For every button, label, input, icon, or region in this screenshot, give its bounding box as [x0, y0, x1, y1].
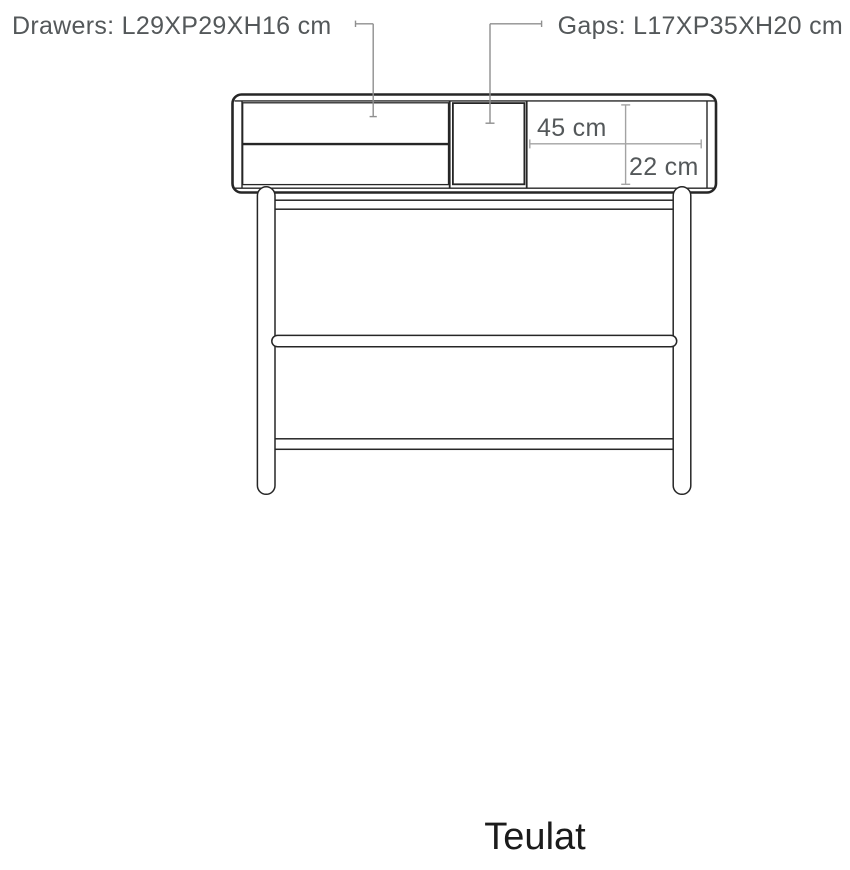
height-dimension-value: 22 cm: [629, 153, 699, 181]
gaps-dimension-label: Gaps: L17XP35XH20 cm: [557, 12, 843, 40]
gap-box: [453, 103, 525, 184]
top-rail: [266, 200, 682, 209]
width-dimension-value: 45 cm: [537, 114, 607, 142]
bottom-rail: [266, 439, 682, 450]
middle-rail: [272, 335, 677, 346]
brand-logo-text: Teulat: [484, 816, 586, 858]
drawers-dimension-label: Drawers: L29XP29XH16 cm: [12, 12, 332, 40]
